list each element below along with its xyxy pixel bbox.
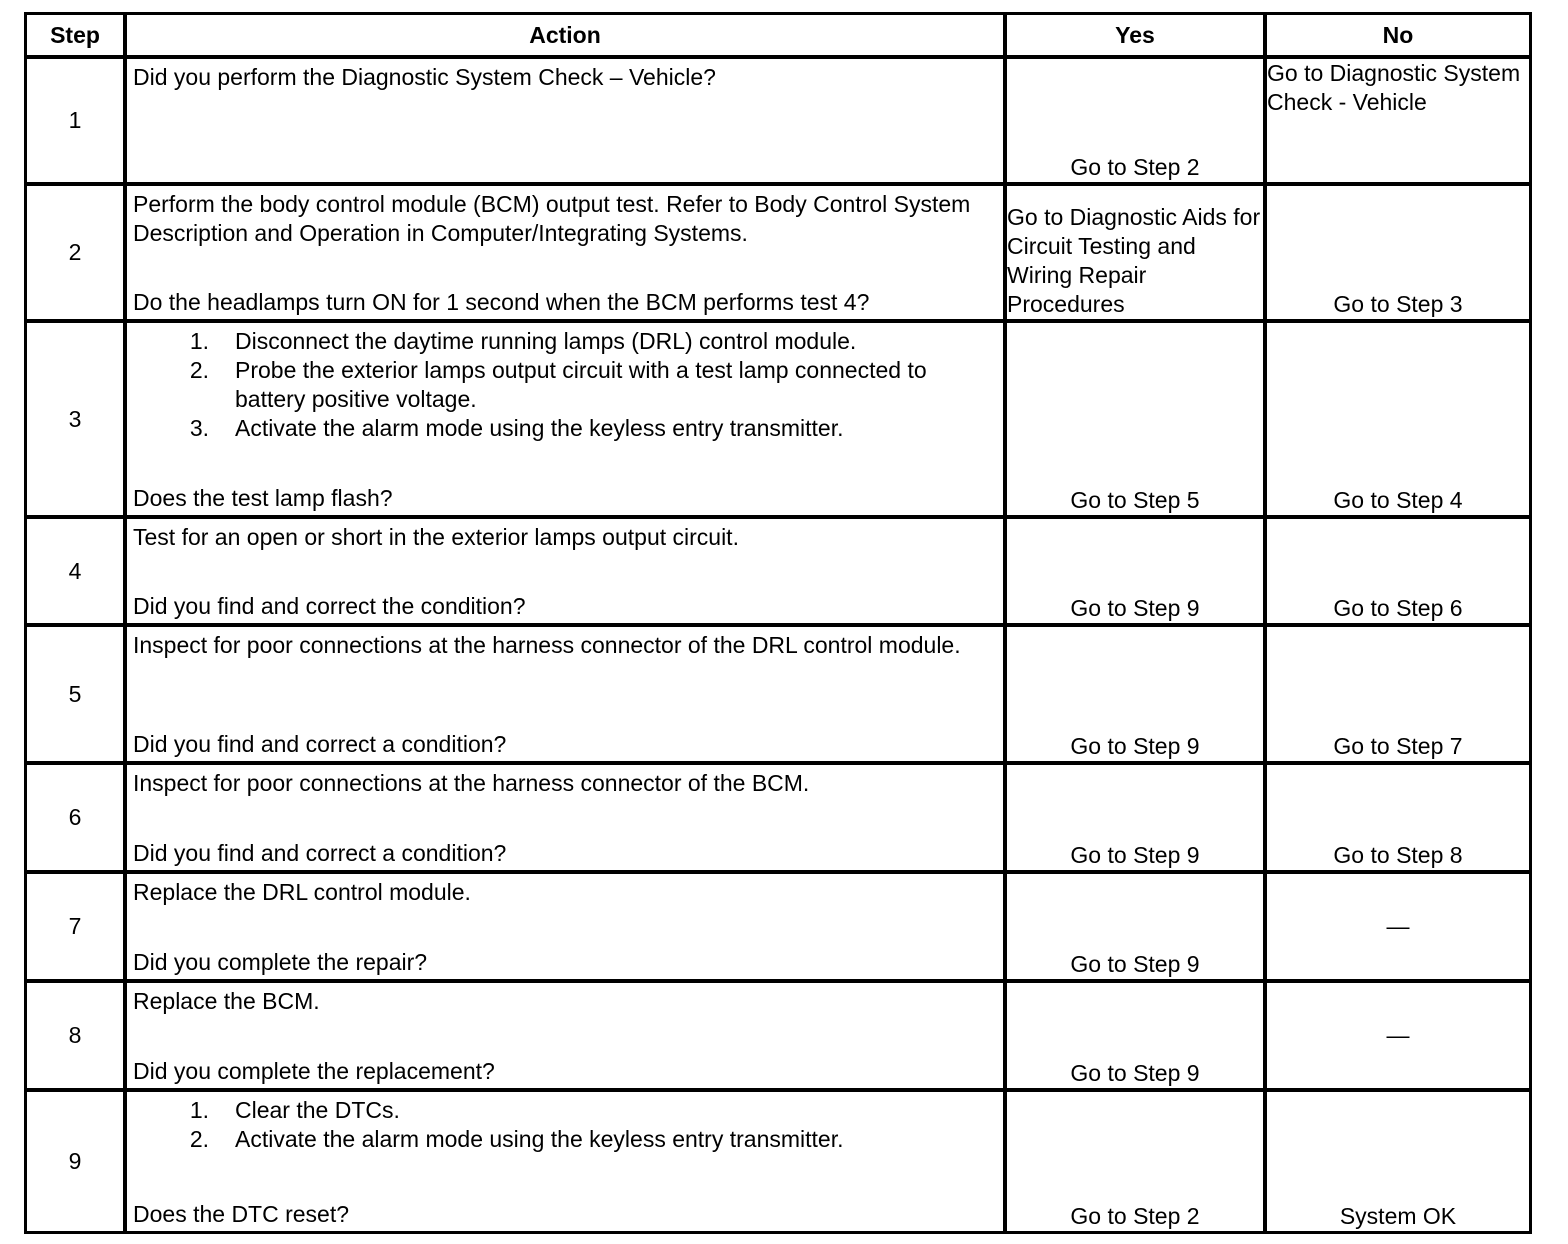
list-text: Disconnect the daytime running lamps (DRL) control module. bbox=[235, 328, 857, 354]
list-text: Probe the exterior lamps output circuit with a test lamp connected to battery positive voltage. bbox=[235, 357, 927, 412]
list-number: 2. bbox=[189, 1126, 209, 1152]
yes-cell: Go to Step 9 bbox=[1007, 983, 1267, 1092]
table-row bbox=[27, 983, 1529, 1092]
list-number: 1. bbox=[189, 1097, 209, 1123]
yes-cell: Go to Step 2 bbox=[1007, 1092, 1267, 1231]
action-question: Did you find and correct a condition? bbox=[133, 840, 507, 866]
no-cell: — bbox=[1267, 874, 1529, 983]
header-action: Action bbox=[127, 15, 1007, 59]
list-item bbox=[133, 356, 997, 414]
table-row bbox=[27, 627, 1529, 765]
no-cell: Go to Step 8 bbox=[1267, 765, 1529, 874]
list-number: 3. bbox=[189, 415, 209, 441]
list-item bbox=[133, 327, 997, 356]
no-cell: Go to Step 3 bbox=[1267, 186, 1529, 323]
action-text: Test for an open or short in the exterior lamps output circuit. bbox=[133, 524, 739, 550]
header-row bbox=[27, 15, 1529, 59]
step-number: 7 bbox=[27, 874, 127, 983]
action-question: Do the headlamps turn ON for 1 second when the BCM performs test 4? bbox=[133, 289, 870, 315]
header-yes: Yes bbox=[1007, 15, 1267, 59]
list-item bbox=[133, 1125, 997, 1154]
action-question: Did you find and correct a condition? bbox=[133, 731, 507, 757]
header-step: Step bbox=[27, 15, 127, 59]
table-row bbox=[27, 59, 1529, 186]
no-cell: — bbox=[1267, 983, 1529, 1092]
table-row bbox=[27, 765, 1529, 874]
table-row bbox=[27, 519, 1529, 627]
table-row bbox=[27, 1092, 1529, 1231]
table-row bbox=[27, 323, 1529, 519]
action-question: Does the test lamp flash? bbox=[133, 485, 393, 511]
yes-cell: Go to Step 9 bbox=[1007, 627, 1267, 765]
yes-cell: Go to Step 2 bbox=[1007, 59, 1267, 186]
action-question: Did you find and correct the condition? bbox=[133, 593, 526, 619]
list-item bbox=[133, 1096, 997, 1125]
yes-cell: Go to Step 9 bbox=[1007, 874, 1267, 983]
step-number: 9 bbox=[27, 1092, 127, 1231]
action-text: Inspect for poor connections at the harness connector of the BCM. bbox=[133, 770, 810, 796]
action-question: Did you complete the repair? bbox=[133, 949, 428, 975]
action-cell bbox=[127, 59, 1007, 186]
action-text: Replace the BCM. bbox=[133, 988, 320, 1014]
action-question: Did you complete the replacement? bbox=[133, 1058, 495, 1084]
action-question: Does the DTC reset? bbox=[133, 1201, 350, 1227]
step-number: 8 bbox=[27, 983, 127, 1092]
yes-cell: Go to Step 9 bbox=[1007, 519, 1267, 627]
step-number: 4 bbox=[27, 519, 127, 627]
list-text: Clear the DTCs. bbox=[235, 1097, 400, 1123]
step-number: 1 bbox=[27, 59, 127, 186]
action-text: Inspect for poor connections at the harness connector of the DRL control module. bbox=[133, 632, 961, 658]
list-text: Activate the alarm mode using the keyless entry transmitter. bbox=[235, 1126, 844, 1152]
list-number: 1. bbox=[189, 328, 209, 354]
action-cell bbox=[127, 765, 1007, 874]
header-no: No bbox=[1267, 15, 1529, 59]
no-cell: Go to Step 4 bbox=[1267, 323, 1529, 519]
step-number: 3 bbox=[27, 323, 127, 519]
yes-cell: Go to Step 9 bbox=[1007, 765, 1267, 874]
step-number: 5 bbox=[27, 627, 127, 765]
diagnostic-table bbox=[24, 12, 1532, 1234]
list-number: 2. bbox=[189, 357, 209, 383]
action-list bbox=[133, 1096, 997, 1154]
no-cell: Go to Step 6 bbox=[1267, 519, 1529, 627]
yes-cell: Go to Diagnostic Aids for Circuit Testing and Wiring Repair Procedures bbox=[1007, 186, 1267, 323]
action-text: Replace the DRL control module. bbox=[133, 879, 471, 905]
no-cell: Go to Step 7 bbox=[1267, 627, 1529, 765]
no-cell: System OK bbox=[1339, 1203, 1457, 1229]
action-text: Perform the body control module (BCM) output test. Refer to Body Control System Description and Operation in Computer/Integrating Systems. bbox=[133, 191, 971, 246]
yes-cell: Go to Step 5 bbox=[1007, 323, 1267, 519]
action-cell bbox=[127, 323, 1007, 519]
step-number: 2 bbox=[27, 186, 127, 323]
step-number: 6 bbox=[27, 765, 127, 874]
table-row bbox=[27, 186, 1529, 323]
action-cell bbox=[127, 519, 1007, 627]
table-row bbox=[27, 874, 1529, 983]
action-cell bbox=[127, 874, 1007, 983]
action-text: Did you perform the Diagnostic System Check – Vehicle? bbox=[133, 64, 716, 90]
no-cell: Go to Diagnostic System Check - Vehicle bbox=[1267, 59, 1529, 186]
action-cell bbox=[127, 627, 1007, 765]
action-list bbox=[133, 327, 997, 443]
list-text: Activate the alarm mode using the keyless entry transmitter. bbox=[235, 415, 844, 441]
action-cell bbox=[127, 983, 1007, 1092]
action-cell bbox=[127, 186, 1007, 323]
list-item bbox=[133, 414, 997, 443]
action-cell bbox=[127, 1092, 1007, 1231]
